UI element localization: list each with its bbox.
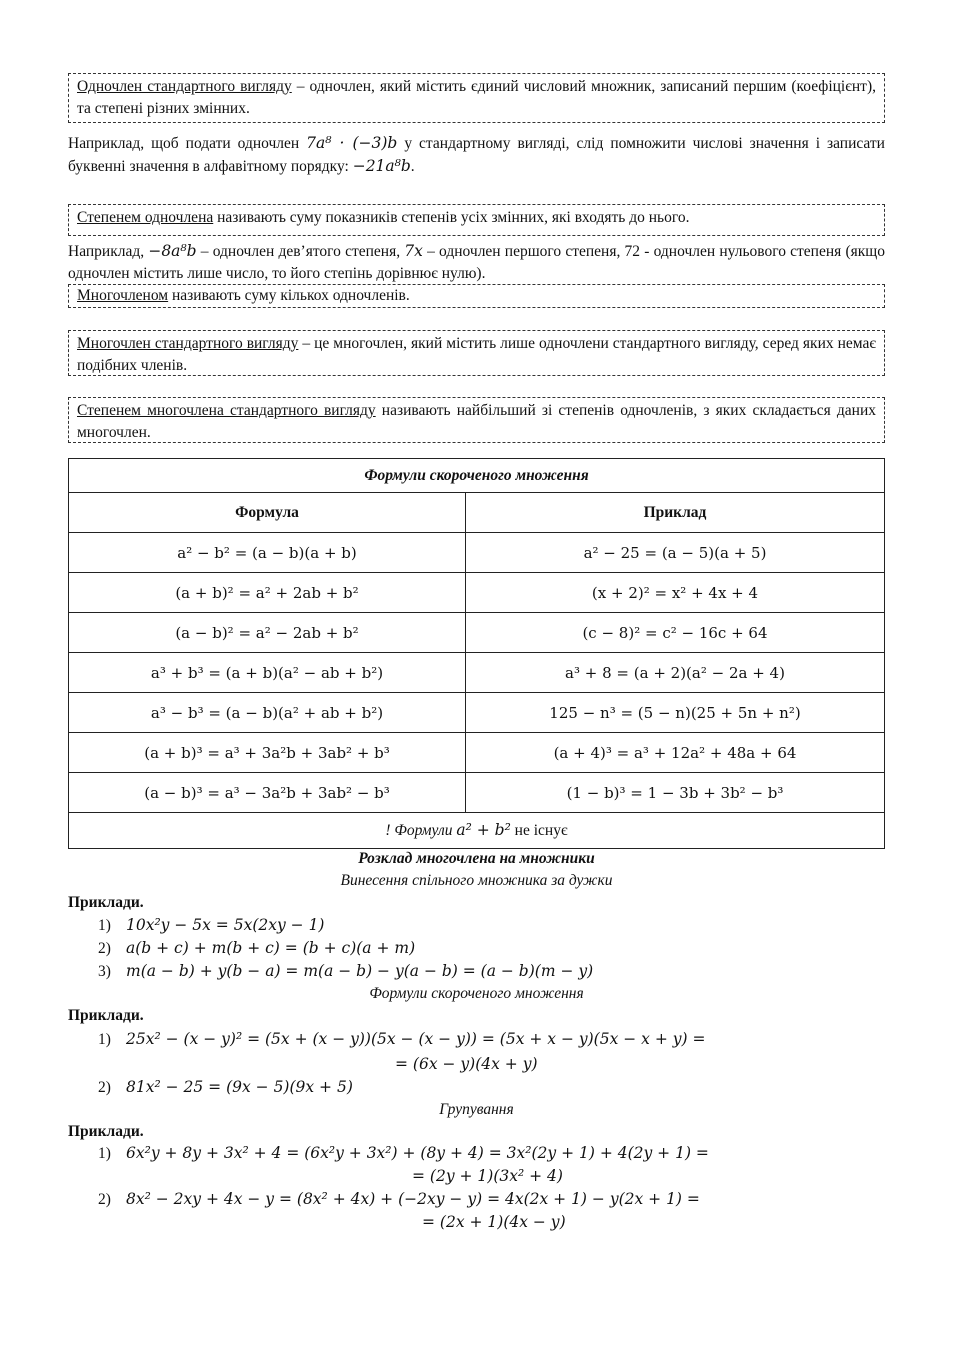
definition-text: – одночлен, який містить єдиний числовий множник, записаний першим (коефіцієнт), та степені різних змінних. xyxy=(77,78,876,117)
definition-term: Одночлен стандартного вигляду xyxy=(77,78,292,95)
table-row xyxy=(69,773,885,813)
math-expression: 25x² − (x − y)² = (5x + (x − y))(5x − (x − y)) = (5x + x − y)(5x − x + y) = xyxy=(126,1030,706,1048)
math-expression: 81x² − 25 = (9x − 5)(9x + 5) xyxy=(126,1078,353,1096)
example-text: – одночлен дев’ятого степеня, xyxy=(196,243,405,260)
list-number: 2) xyxy=(98,1191,111,1208)
math-expression: 7x xyxy=(404,242,423,260)
example-cell: (c − 8)² = c² − 16c + 64 xyxy=(466,613,885,653)
math-expression: a² + b² xyxy=(456,821,511,839)
table-row xyxy=(69,613,885,653)
table-row xyxy=(69,733,885,773)
column-header-example: Приклад xyxy=(466,493,885,533)
table-title: Формули скороченого множення xyxy=(69,459,885,493)
math-continuation: = (2y + 1)(3x² + 4) xyxy=(412,1167,563,1185)
table-row xyxy=(69,573,885,613)
list-item xyxy=(98,962,593,981)
list-item xyxy=(98,916,324,935)
list-item xyxy=(98,1078,353,1097)
definition-text: – це многочлен, який містить лише одночлени стандартного вигляду, серед яких немає подібних членів. xyxy=(77,335,877,374)
list-item xyxy=(98,939,415,958)
definition-polynomial-degree xyxy=(68,397,885,443)
list-number: 1) xyxy=(98,1145,111,1162)
list-number: 3) xyxy=(98,963,111,980)
definition-term: Многочленом xyxy=(77,287,169,304)
list-item xyxy=(98,1030,705,1049)
math-expression: a(b + c) + m(b + c) = (b + c)(a + m) xyxy=(126,939,416,957)
table-row xyxy=(69,693,885,733)
example-cell: a³ + 8 = (a + 2)(a² − 2a + 4) xyxy=(466,653,885,693)
examples-label: Приклади. xyxy=(68,894,144,911)
examples-label: Приклади. xyxy=(68,1007,144,1024)
note-text: ! Формули xyxy=(385,822,457,839)
math-expression: −8a⁸b xyxy=(148,242,197,260)
note-text: не існує xyxy=(510,822,568,839)
example-standard-monomial xyxy=(68,132,885,178)
math-expression: 6x²y + 8y + 3x² + 4 = (6x²y + 3x²) + (8y + 4) = 3x²(2y + 1) + 4(2y + 1) = xyxy=(126,1144,709,1162)
table-note xyxy=(69,813,885,849)
formula-cell: a³ − b³ = (a − b)(a² + ab + b²) xyxy=(69,693,466,733)
column-header-formula: Формула xyxy=(69,493,466,533)
math-continuation: = (2x + 1)(4x − y) xyxy=(422,1213,566,1231)
example-text: Наприклад, xyxy=(68,243,149,260)
example-cell: (x + 2)² = x² + 4x + 4 xyxy=(466,573,885,613)
formula-cell: (a + b)³ = a³ + 3a²b + 3ab² + b³ xyxy=(69,733,466,773)
math-expression: 8x² − 2xy + 4x − y = (8x² + 4x) + (−2xy − y) = 4x(2x + 1) − y(2x + 1) = xyxy=(126,1190,700,1208)
list-number: 1) xyxy=(98,917,111,934)
example-cell: (a + 4)³ = a³ + 12a² + 48a + 64 xyxy=(466,733,885,773)
definition-monomial-degree xyxy=(68,204,885,236)
definition-standard-monomial xyxy=(68,73,885,123)
list-number: 1) xyxy=(98,1031,111,1048)
example-text: – одночлен першого степеня, 72 - одночлен нульового степеня (якщо одночлен містить лише число, то його степінь дорівнює нулю). xyxy=(68,243,885,282)
formula-cell: a³ + b³ = (a + b)(a² − ab + b²) xyxy=(69,653,466,693)
example-text: у стандартному вигляді, слід помножити числові значення і записати буквенні значення в алфавітному порядку: xyxy=(68,135,885,175)
definition-text: називають суму кількох одночленів. xyxy=(168,287,410,304)
section-title: Розклад многочлена на множники xyxy=(358,850,595,867)
subsection-title: Групування xyxy=(439,1101,514,1118)
definition-term: Степенем многочлена стандартного вигляду xyxy=(77,402,376,419)
formula-cell: (a − b)² = a² − 2ab + b² xyxy=(69,613,466,653)
example-cell: 125 − n³ = (5 − n)(25 + 5n + n²) xyxy=(466,693,885,733)
math-continuation: = (6x − y)(4x + y) xyxy=(395,1055,538,1073)
definition-text: називають суму показників степенів усіх змінних, які входять до нього. xyxy=(213,209,690,226)
formula-cell: (a + b)² = a² + 2ab + b² xyxy=(69,573,466,613)
list-item xyxy=(98,1144,709,1163)
example-text: Наприклад, щоб подати одночлен xyxy=(68,135,307,152)
formula-cell: (a − b)³ = a³ − 3a²b + 3ab² − b³ xyxy=(69,773,466,813)
math-expression: m(a − b) + y(b − a) = m(a − b) − y(a − b) = (a − b)(m − y) xyxy=(126,962,594,980)
table-row xyxy=(69,653,885,693)
list-number: 2) xyxy=(98,1079,111,1096)
definition-polynomial xyxy=(68,284,885,308)
math-expression: 7a⁸ · (−3)b xyxy=(306,134,398,152)
list-number: 2) xyxy=(98,940,111,957)
examples-label: Приклади. xyxy=(68,1123,144,1140)
table-row xyxy=(69,533,885,573)
example-cell: (1 − b)³ = 1 − 3b + 3b² − b³ xyxy=(466,773,885,813)
example-text: . xyxy=(410,158,415,175)
definition-term: Многочлен стандартного вигляду xyxy=(77,335,299,352)
definition-term: Степенем одночлена xyxy=(77,209,214,226)
math-expression: −21a⁸b xyxy=(352,157,411,175)
example-monomial-degree xyxy=(68,240,885,285)
subsection-title: Винесення спільного множника за дужки xyxy=(340,872,613,889)
formulas-table xyxy=(68,458,885,849)
formula-cell: a² − b² = (a − b)(a + b) xyxy=(69,533,466,573)
math-expression: 10x²y − 5x = 5x(2xy − 1) xyxy=(126,916,325,934)
list-item xyxy=(98,1190,700,1209)
definition-standard-polynomial xyxy=(68,330,885,376)
definition-text: називають найбільший зі степенів одночленів, з яких складається даних многочлен. xyxy=(77,402,876,441)
subsection-title: Формули скороченого множення xyxy=(369,985,584,1002)
example-cell: a² − 25 = (a − 5)(a + 5) xyxy=(466,533,885,573)
